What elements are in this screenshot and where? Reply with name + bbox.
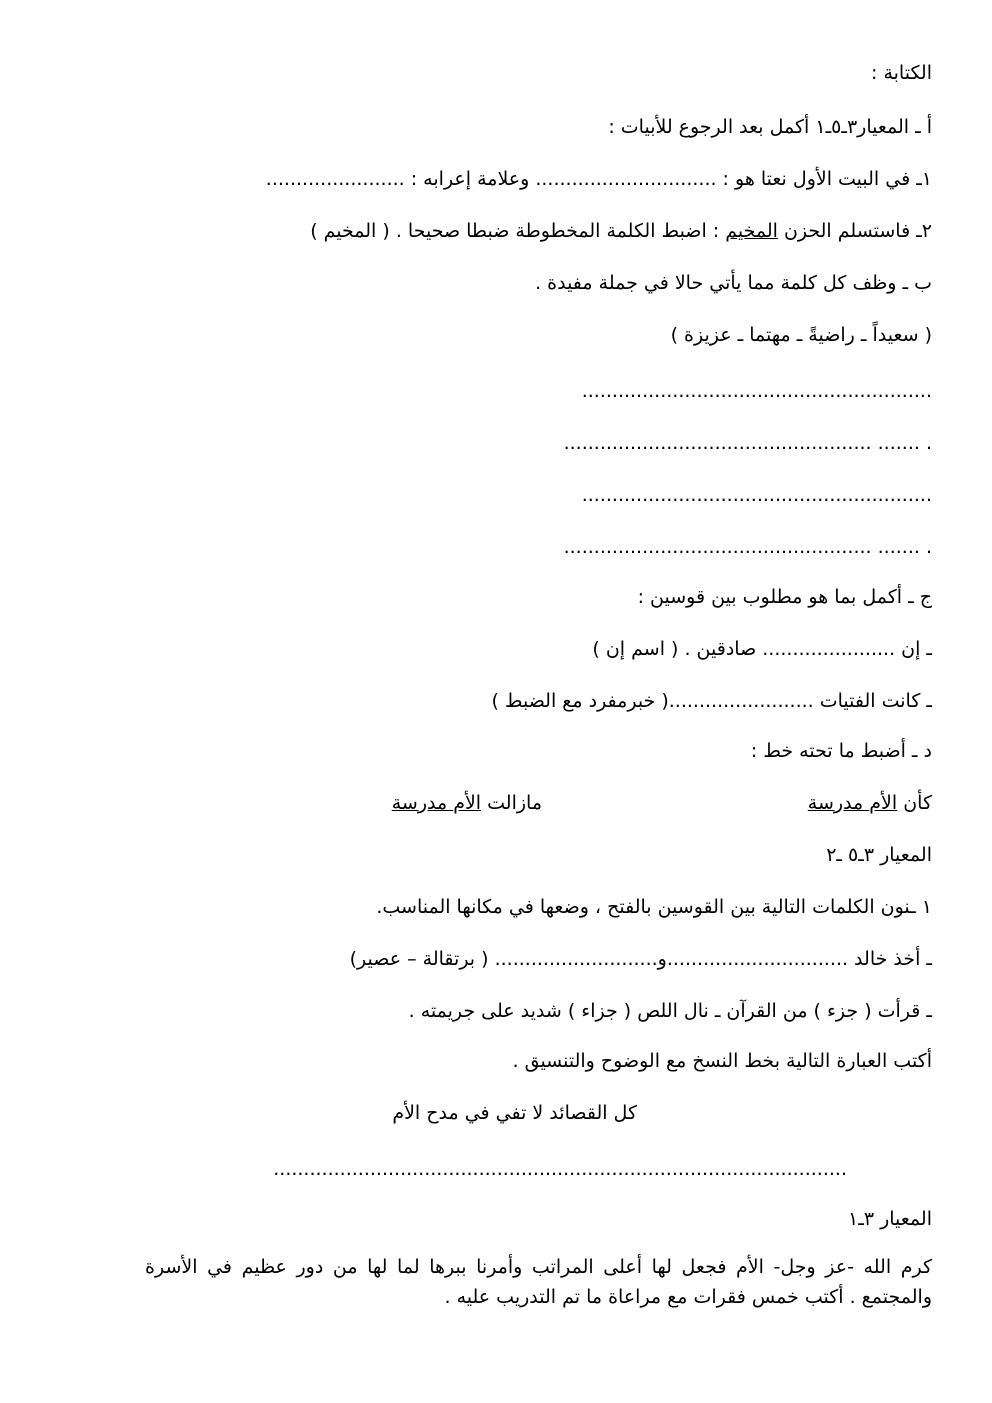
section-d-heading: د ـ أضبط ما تحته خط :: [750, 740, 932, 762]
section-a-item-1: ١ـ في البيت الأول نعتا هو : .............................. وعلامة إعرابه : .......................: [265, 168, 932, 190]
answer-line: ..........................................................: [581, 484, 932, 506]
underlined-word: الأم: [453, 792, 482, 814]
answer-line: ..........................................................: [581, 380, 932, 402]
standard-352-item-2: ـ أخذ خالد ..............................و........................... ( برتقالة – عصير): [349, 948, 932, 970]
section-b-words: ( سعيداً ـ راضيةً ـ مهتما ـ عزيزة ): [670, 324, 932, 346]
item-2-prefix: ٢ـ فاستسلم الحزن: [777, 220, 932, 242]
underlined-word: المخيم: [725, 220, 778, 242]
copy-instruction: أكتب العبارة التالية بخط النسخ مع الوضوح والتنسيق .: [512, 1050, 932, 1072]
standard-31-paragraph: كرم الله -عز وجل- الأم فجعل لها أعلى المراتب وأمرنا ببرها لما لها من دور عظيم في الأسرة والمجتمع . أكتب خمس فقرات مع مراعاة ما تم التدريب عليه .: [145, 1256, 932, 1308]
section-c-heading: ج ـ أكمل بما هو مطلوب بين قوسين :: [637, 586, 932, 608]
section-a-heading: أ ـ المعيار٣ـ٥ـ١ أكمل بعد الرجوع للأبيات :: [608, 116, 932, 138]
answer-line: . ....... ...................................................: [563, 432, 932, 454]
copy-phrase: كل القصائد لا تفي في مدح الأم: [392, 1102, 637, 1124]
standard-352-item-3: ـ قرأت ( جزء ) من القرآن ـ نال اللص ( جزاء ) شديد على جريمته .: [408, 1000, 932, 1022]
section-d-sentence-1: [808, 790, 932, 816]
sentence-1-prefix: كأن: [897, 792, 932, 814]
item-2-suffix: : اضبط الكلمة المخطوطة ضبطا صحيحا . ( المخيم ): [310, 220, 726, 242]
page-title: الكتابة :: [871, 62, 932, 84]
underlined-word: الأم: [869, 792, 898, 814]
copy-answer-line: ...............................................................................................: [273, 1158, 847, 1180]
section-c-item-1: ـ إن ...................... صادقين . ( اسم إن ): [592, 638, 932, 660]
standard-31-heading: المعيار ٣ـ١: [848, 1208, 932, 1230]
section-c-item-2: ـ كانت الفتيات ........................( خبرمفرد مع الضبط ): [491, 690, 932, 712]
sentence-2-prefix: مازالت: [481, 792, 542, 814]
section-d-sentence-2: [392, 790, 542, 816]
standard-352-item-1: ١ ـنون الكلمات التالية بين القوسين بالفتح ، وضعها في مكانها المناسب.: [376, 896, 932, 918]
section-b-heading: ب ـ وظف كل كلمة مما يأتي حالا في جملة مفيدة .: [535, 272, 932, 294]
sentence-1-suffix: مدرسة: [807, 792, 870, 814]
sentence-2-suffix: مدرسة: [391, 792, 454, 814]
section-a-item-2: [310, 218, 932, 244]
standard-352-heading: المعيار ٣ـ٥ ـ٢: [826, 844, 932, 866]
answer-line: . ....... ...................................................: [563, 536, 932, 558]
